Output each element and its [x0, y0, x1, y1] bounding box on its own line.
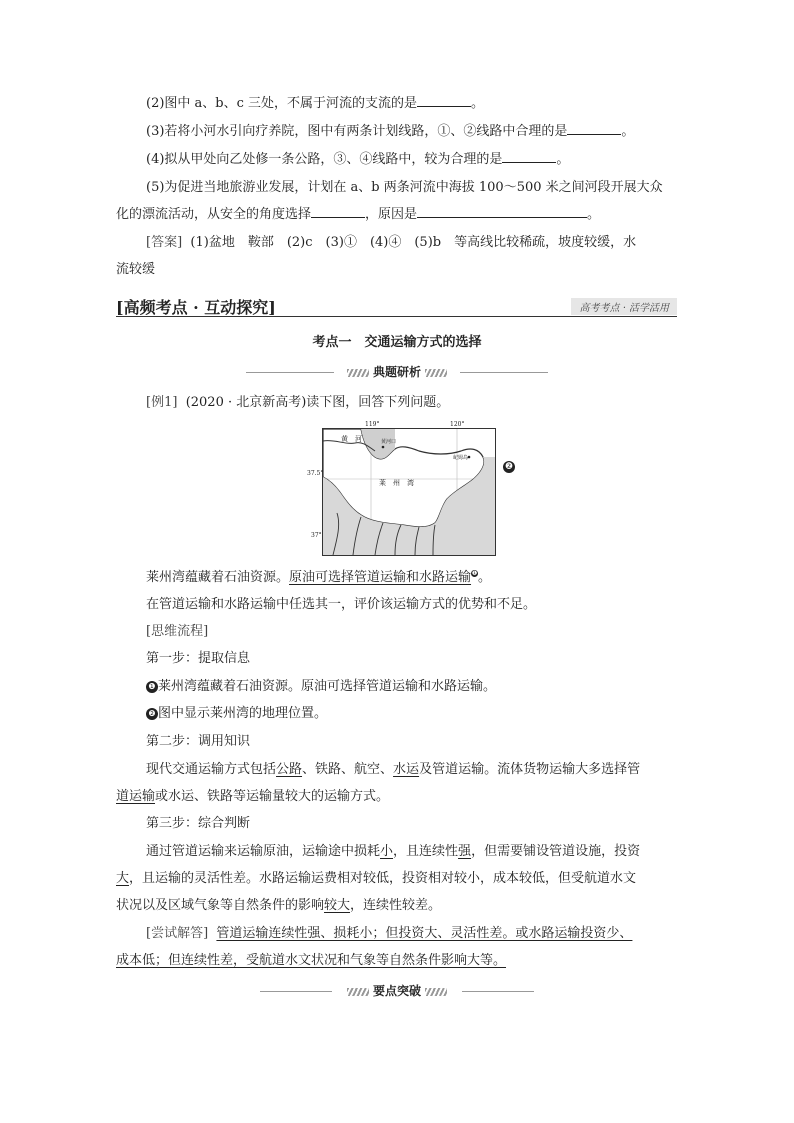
answer-blank [311, 205, 365, 218]
answer-blank [417, 94, 471, 107]
topic-title: 考点一 交通运输方式的选择 [312, 335, 482, 350]
info-1: ❶ 莱州湾蕴藏着石油资源。原油可选择管道运输和水路运输。 [146, 677, 496, 697]
answer-line2: 流较缓 [116, 262, 156, 277]
info-2: ❷ 图中显示莱州湾的地理位置。 [146, 704, 327, 724]
river-label: 黄 河 [341, 435, 362, 443]
bay-label: 莱 州 湾 [379, 479, 414, 487]
answer-blank [567, 122, 621, 135]
question-5-line2: 化的漂流活动，从安全的角度选择 ，原因是 。 [116, 207, 601, 222]
answer-line1: [答案] (1)盆地 鞍部 (2)c (3)① (4)④ (5)b 等高线比较稀疏，坡度较缓，水 [146, 235, 637, 250]
step-2: 第二步：调用知识 [146, 734, 251, 749]
map-marker-2: ❷ [504, 462, 514, 472]
knowledge-line1: 现代交通运输方式包括公路、铁路、航空、水运及管道运输。流体货物运输大多选择管 [146, 762, 641, 777]
laizhou-bay-map [322, 428, 496, 556]
question-5-line1: (5)为促进当地旅游业发展，计划在 a、b 两条河流中海拔 100～500 米之间河段开展大众 [146, 180, 663, 195]
port-label-1: 黄河口 [381, 439, 397, 445]
judgement-line3: 状况以及区域气象等自然条件的影响较大，连续性较差。 [116, 898, 442, 913]
port-label-2: 屺姆岛 [453, 455, 469, 461]
lon-label-1-outer: 119° [365, 421, 380, 428]
judgement-line2: 大，且运输的灵活性差。水路运输运费相对较低，投资相对较小，成本较低，但受航道水文 [116, 871, 637, 886]
divider-bottom: 要点突破 [246, 982, 548, 1000]
section-side-label: 高考考点 · 活学活用 [571, 298, 677, 315]
section-header [116, 296, 677, 317]
thinking-label: [思维流程] [146, 624, 209, 639]
question-4: (4)拟从甲处向乙处修一条公路，③、④线路中，较为合理的是 。 [146, 152, 570, 167]
attempt-line2: 成本低；但连续性差，受航道水文状况和气象等自然条件影响大等。 [116, 953, 507, 968]
answer-blank [502, 150, 556, 163]
knowledge-line2: 道运输或水运、铁路等运输量较大的运输方式。 [116, 789, 390, 804]
judgement-line1: 通过管道运输来运输原油，运输途中损耗小，且连续性强，但需要铺设管道设施，投资 [146, 844, 641, 859]
answer-blank [417, 205, 587, 218]
stripes-decoration [347, 369, 369, 377]
question-3: (3)若将小河水引向疗养院，图中有两条计划线路，①、②线路中合理的是 。 [146, 124, 635, 139]
step-1: 第一步：提取信息 [146, 651, 251, 666]
lat-label-1: 37.5° [307, 470, 324, 477]
stripes-decoration [425, 988, 447, 996]
example-1: [例1] (2020 · 北京新高考)读下图，回答下列问题。 [146, 395, 450, 410]
step-3: 第三步：综合判断 [146, 816, 251, 831]
attempt-line1: [尝试解答] 管道运输连续性强、损耗小；但投资大、灵活性差。或水路运输投资少、 [146, 926, 633, 941]
divider-top: 典题研析 [246, 363, 548, 381]
lat-label-2: 37° [311, 532, 322, 539]
map-figure [323, 429, 495, 555]
stripes-decoration [425, 369, 447, 377]
section-title: [高频考点 · 互动探究] [116, 298, 276, 317]
example-statement: 莱州湾蕴藏着石油资源。原油可选择管道运输和水路运输❶。 [146, 570, 492, 585]
stripes-decoration [347, 988, 369, 996]
lon-label-2: 120° [450, 421, 465, 428]
question-2: (2)图中 a、b、c 三处，不属于河流的支流的是 。 [146, 96, 485, 111]
example-task: 在管道运输和水路运输中任选其一，评价该运输方式的优势和不足。 [146, 597, 537, 612]
